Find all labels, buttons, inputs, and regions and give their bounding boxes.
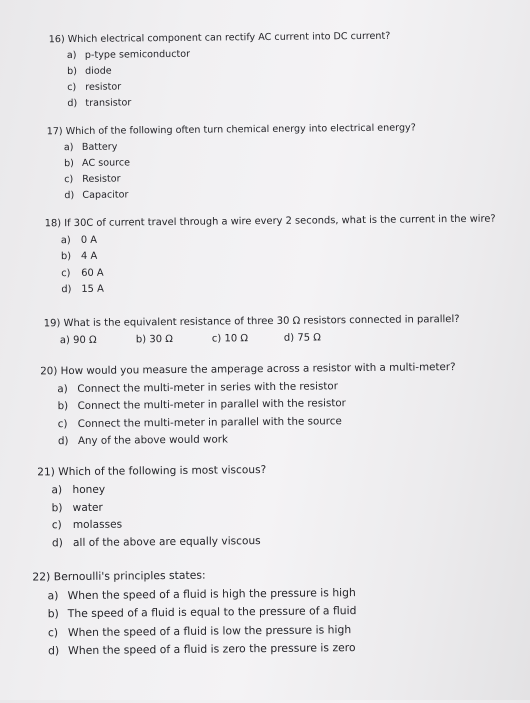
option-letter: d) xyxy=(61,284,72,296)
option-letter: d) xyxy=(48,644,60,658)
question-19 xyxy=(44,311,460,349)
question-20 xyxy=(40,359,456,451)
option-letter: c) xyxy=(47,625,59,639)
question-text: Which of the following often turn chemical energy into electrical energy? xyxy=(65,122,416,138)
question-21 xyxy=(37,462,267,553)
option-text: honey xyxy=(72,483,106,496)
option-text: all of the above are equally viscous xyxy=(72,535,261,550)
option-d xyxy=(38,533,267,553)
option-text: 4 A xyxy=(80,250,98,262)
option-letter: b) xyxy=(51,501,63,514)
question-text: How would you measure the amperage across a resistor with a multi-meter? xyxy=(60,361,456,378)
option-b xyxy=(136,331,212,349)
option-letter: c) xyxy=(67,81,77,94)
option-text: 0 A xyxy=(80,234,98,246)
option-text: transistor xyxy=(85,97,132,109)
option-letter: d) xyxy=(51,537,63,550)
question-number: 21) xyxy=(37,466,55,479)
option-text: 15 A xyxy=(81,283,104,295)
question-text: What is the equivalent resistance of three 30 Ω resistors connected in parallel? xyxy=(63,313,460,330)
option-letter: c) xyxy=(61,267,71,279)
option-text: Capacitor xyxy=(82,189,129,201)
option-letter: d) xyxy=(67,97,78,110)
option-letter: d) xyxy=(64,189,75,202)
question-text: Which electrical component can rectify AC current into DC current? xyxy=(67,30,391,46)
question-text: If 30C of current travel through a wire every 2 seconds, what is the current in the wire? xyxy=(64,213,496,230)
option-letter: b) xyxy=(63,157,74,170)
option-letter: b) xyxy=(67,65,77,78)
option-text: Any of the above would work xyxy=(77,433,228,447)
option-text: 10 Ω xyxy=(224,333,249,345)
option-text: water xyxy=(72,501,103,514)
question-number: 19) xyxy=(43,318,61,330)
option-text: Resistor xyxy=(82,173,121,185)
option-text: diode xyxy=(85,65,112,77)
option-text: Connect the multi-meter in parallel with the resistor xyxy=(77,397,346,412)
option-letter: c) xyxy=(57,417,68,430)
option-letter: a) xyxy=(51,483,63,497)
option-letter: b) xyxy=(60,251,72,263)
question-number: 22) xyxy=(32,570,51,584)
option-text: When the speed of a fluid is low the pressure is high xyxy=(67,622,352,639)
option-text: 30 Ω xyxy=(149,333,173,346)
question-number: 18) xyxy=(44,218,62,230)
option-text: Connect the multi-meter in parallel with the source xyxy=(77,414,342,430)
question-22 xyxy=(32,565,357,661)
options-row xyxy=(44,328,460,349)
option-text: resistor xyxy=(85,81,122,93)
question-text: Which of the following is most viscous? xyxy=(58,463,267,479)
option-letter: a) xyxy=(59,335,70,347)
option-letter: a) xyxy=(60,234,71,246)
question-text: Bernoulli's principles states: xyxy=(53,568,206,584)
option-text: Battery xyxy=(81,141,118,153)
option-a xyxy=(60,331,136,349)
option-letter: a) xyxy=(66,49,77,62)
question-number: 17) xyxy=(46,126,63,138)
option-text: 60 A xyxy=(81,267,104,279)
option-letter: b) xyxy=(47,607,59,621)
option-d xyxy=(284,329,321,346)
option-letter: c) xyxy=(51,519,62,532)
option-letter: c) xyxy=(64,173,74,186)
option-c xyxy=(212,330,284,348)
option-text: When the speed of a fluid is zero the pressure is zero xyxy=(68,641,356,658)
option-text: The speed of a fluid is equal to the pressure of a fluid xyxy=(67,604,357,621)
option-text: molasses xyxy=(72,518,123,532)
question-17 xyxy=(47,120,417,204)
option-letter: a) xyxy=(57,382,68,395)
option-text: AC source xyxy=(81,157,131,169)
option-text: 75 Ω xyxy=(297,332,321,344)
option-d xyxy=(49,93,391,113)
option-letter: d) xyxy=(283,332,295,344)
question-number: 20) xyxy=(40,365,58,378)
option-d xyxy=(47,184,416,204)
option-letter: b) xyxy=(135,334,147,346)
option-text: p-type semiconductor xyxy=(84,48,191,61)
option-text: Connect the multi-meter in series with the resistor xyxy=(77,379,338,395)
option-letter: a) xyxy=(47,588,59,602)
question-16 xyxy=(49,29,391,113)
question-stem xyxy=(37,462,266,482)
option-d xyxy=(45,278,496,299)
option-letter: b) xyxy=(57,400,69,413)
option-d xyxy=(33,639,357,661)
option-letter: c) xyxy=(211,333,222,345)
option-letter: d) xyxy=(57,435,69,448)
option-text: When the speed of a fluid is high the pressure is high xyxy=(67,585,356,602)
question-18 xyxy=(45,212,497,299)
option-letter: a) xyxy=(63,141,74,154)
option-d xyxy=(41,429,456,451)
question-number: 16) xyxy=(48,34,65,46)
option-text: 90 Ω xyxy=(73,334,97,347)
